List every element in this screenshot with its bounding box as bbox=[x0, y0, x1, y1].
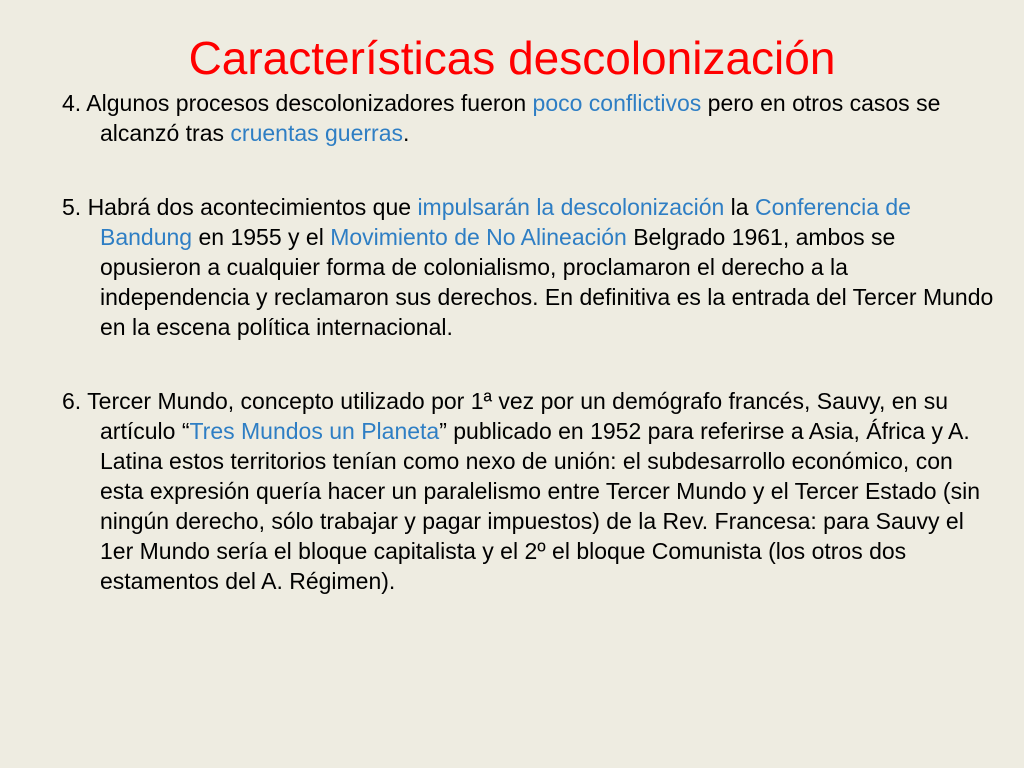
paragraph-5 bbox=[62, 192, 1002, 342]
highlight-run: Conferencia de Bandung bbox=[100, 194, 911, 250]
highlight-run: Tres Mundos un Planeta bbox=[189, 418, 440, 444]
highlight-run: cruentas guerras bbox=[230, 120, 403, 146]
text-run: en 1955 y el bbox=[192, 224, 331, 250]
highlight-run: Movimiento de No Alineación bbox=[330, 224, 627, 250]
text-run: Belgrado 1961, ambos se opusieron a cualquier forma de colonialismo, proclamaron el derecho a la independencia y reclamaron sus derechos. En definitiva es la entrada del Tercer Mundo en la escena política internacional. bbox=[100, 224, 994, 340]
paragraph-6 bbox=[62, 386, 1002, 596]
text-run: pero en otros casos se alcanzó tras bbox=[100, 90, 941, 146]
paragraph-4 bbox=[62, 88, 1002, 148]
slide-content bbox=[62, 88, 1002, 596]
text-run: 5. Habrá dos acontecimientos que bbox=[62, 194, 418, 220]
text-run: la bbox=[724, 194, 755, 220]
text-run: 4. Algunos procesos descolonizadores fueron bbox=[62, 90, 533, 116]
text-run: . bbox=[403, 120, 410, 146]
slide-title: Características descolonización bbox=[188, 32, 836, 84]
highlight-run: impulsarán la descolonización bbox=[417, 194, 725, 220]
text-run: ” publicado en 1952 para referirse a Asia, África y A. Latina estos territorios tenían como nexo de unión: el subdesarrollo económico, con esta expresión quería hacer un paralelismo entre Tercer Mundo y el Tercer Estado (sin ningún derecho, sólo trabajar y pagar impuestos) de la Rev. Francesa: para Sauvy el 1er Mundo sería el bloque capitalista y el 2º el bloque Comunista (los otros dos estamentos del A. Régimen). bbox=[100, 418, 980, 594]
highlight-run: poco conflictivos bbox=[532, 90, 702, 116]
text-run: 6. Tercer Mundo, concepto utilizado por 1ª vez por un demógrafo francés, Sauvy, en su artículo “ bbox=[62, 388, 948, 444]
